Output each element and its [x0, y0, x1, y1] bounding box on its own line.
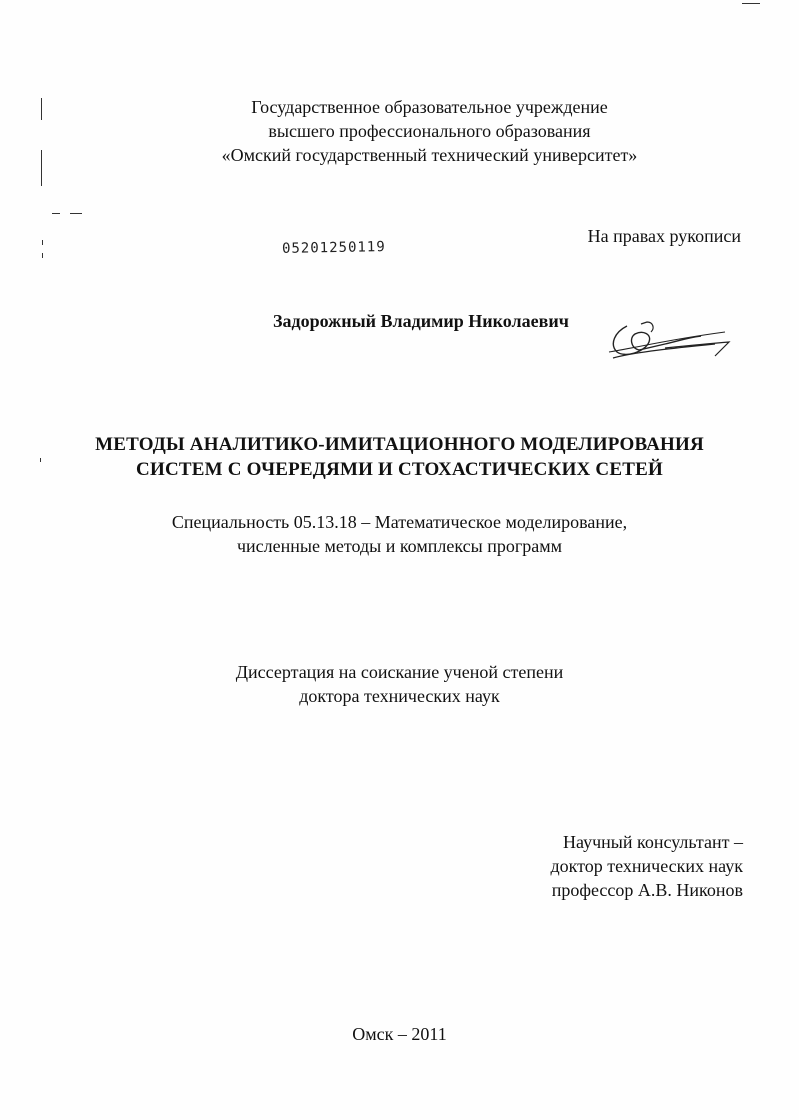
scan-mark: [70, 213, 82, 214]
institution-line-2: высшего профессионального образования: [268, 121, 591, 141]
institution-line-1: Государственное образовательное учреждение: [251, 97, 608, 117]
archive-number-stamp: 05201250119: [281, 239, 386, 257]
consultant-line-1: Научный консультант –: [563, 832, 743, 852]
scientific-consultant: [551, 830, 744, 902]
degree-block: [0, 660, 799, 708]
institution-line-3: «Омский государственный технический университет»: [221, 145, 638, 165]
institution-header: [30, 95, 799, 167]
scan-mark: [42, 253, 43, 258]
scan-mark: [52, 213, 60, 214]
degree-line-2: доктора технических наук: [299, 686, 500, 706]
degree-line-1: Диссертация на соискание ученой степени: [235, 662, 564, 682]
author-name: Задорожный Владимир Николаевич: [273, 311, 569, 331]
city-year-text: Омск – 2011: [352, 1024, 447, 1044]
specialty-block: [0, 510, 799, 558]
consultant-line-3: профессор А.В. Никонов: [551, 880, 743, 900]
dissertation-title: [0, 432, 799, 482]
scan-mark: [42, 240, 43, 245]
specialty-line-1: Специальность 05.13.18 – Математическое моделирование,: [171, 512, 628, 532]
title-line-2: СИСТЕМ С ОЧЕРЕДЯМИ И СТОХАСТИЧЕСКИХ СЕТЕЙ: [136, 459, 663, 480]
consultant-line-2: доктор технических наук: [550, 856, 743, 876]
city-year: [0, 1022, 799, 1046]
scan-mark: [742, 3, 760, 4]
title-line-1: МЕТОДЫ АНАЛИТИКО-ИМИТАЦИОННОГО МОДЕЛИРОВАНИЯ: [95, 434, 704, 455]
handwritten-signature: [605, 318, 735, 368]
manuscript-note: На правах рукописи: [587, 226, 741, 246]
specialty-line-2: численные методы и комплексы программ: [236, 536, 563, 556]
